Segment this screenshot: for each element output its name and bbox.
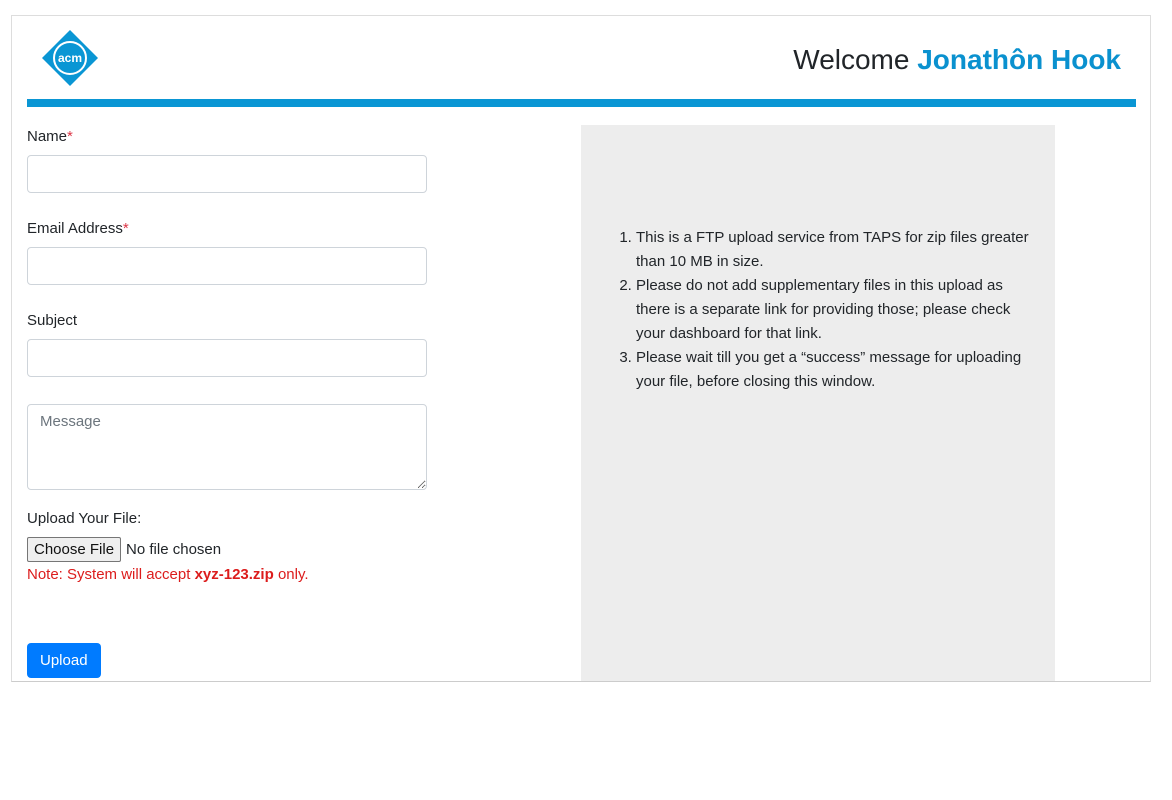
name-label: Name* <box>27 128 73 145</box>
list-item: 3. Please wait till you get a “success” message for uploading your file, before closing this window. <box>636 346 1036 394</box>
instructions-list <box>596 226 1036 394</box>
acm-logo <box>41 29 99 87</box>
file-status: No file chosen <box>126 541 222 558</box>
list-item: 1. This is a FTP upload service from TAPS for zip files greater than 10 MB in size. <box>636 226 1036 274</box>
message-textarea[interactable] <box>27 404 427 490</box>
svg-text:acm: acm <box>57 51 83 65</box>
subject-input[interactable] <box>27 339 427 377</box>
subject-label: Subject <box>27 312 78 329</box>
upload-label: Upload Your File: <box>27 510 142 527</box>
name-input[interactable] <box>27 155 427 193</box>
header-divider <box>27 99 1136 107</box>
email-label: Email Address* <box>27 220 129 237</box>
choose-file-button[interactable]: Choose File <box>27 537 121 562</box>
file-note: Note: System will accept xyz-123.zip only. <box>27 566 309 583</box>
file-input[interactable] <box>27 537 427 562</box>
page-container <box>11 15 1151 682</box>
upload-form <box>27 128 427 583</box>
upload-button[interactable]: Upload <box>27 643 101 678</box>
instructions-panel <box>581 125 1055 682</box>
welcome-heading <box>793 44 1121 76</box>
welcome-text: Welcome <box>793 44 910 75</box>
user-name: Jonathôn Hook <box>917 44 1121 75</box>
list-item: 2. Please do not add supplementary files in this upload as there is a separate link for providing those; please check your dashboard for that link. <box>636 274 1036 346</box>
email-input[interactable] <box>27 247 427 285</box>
